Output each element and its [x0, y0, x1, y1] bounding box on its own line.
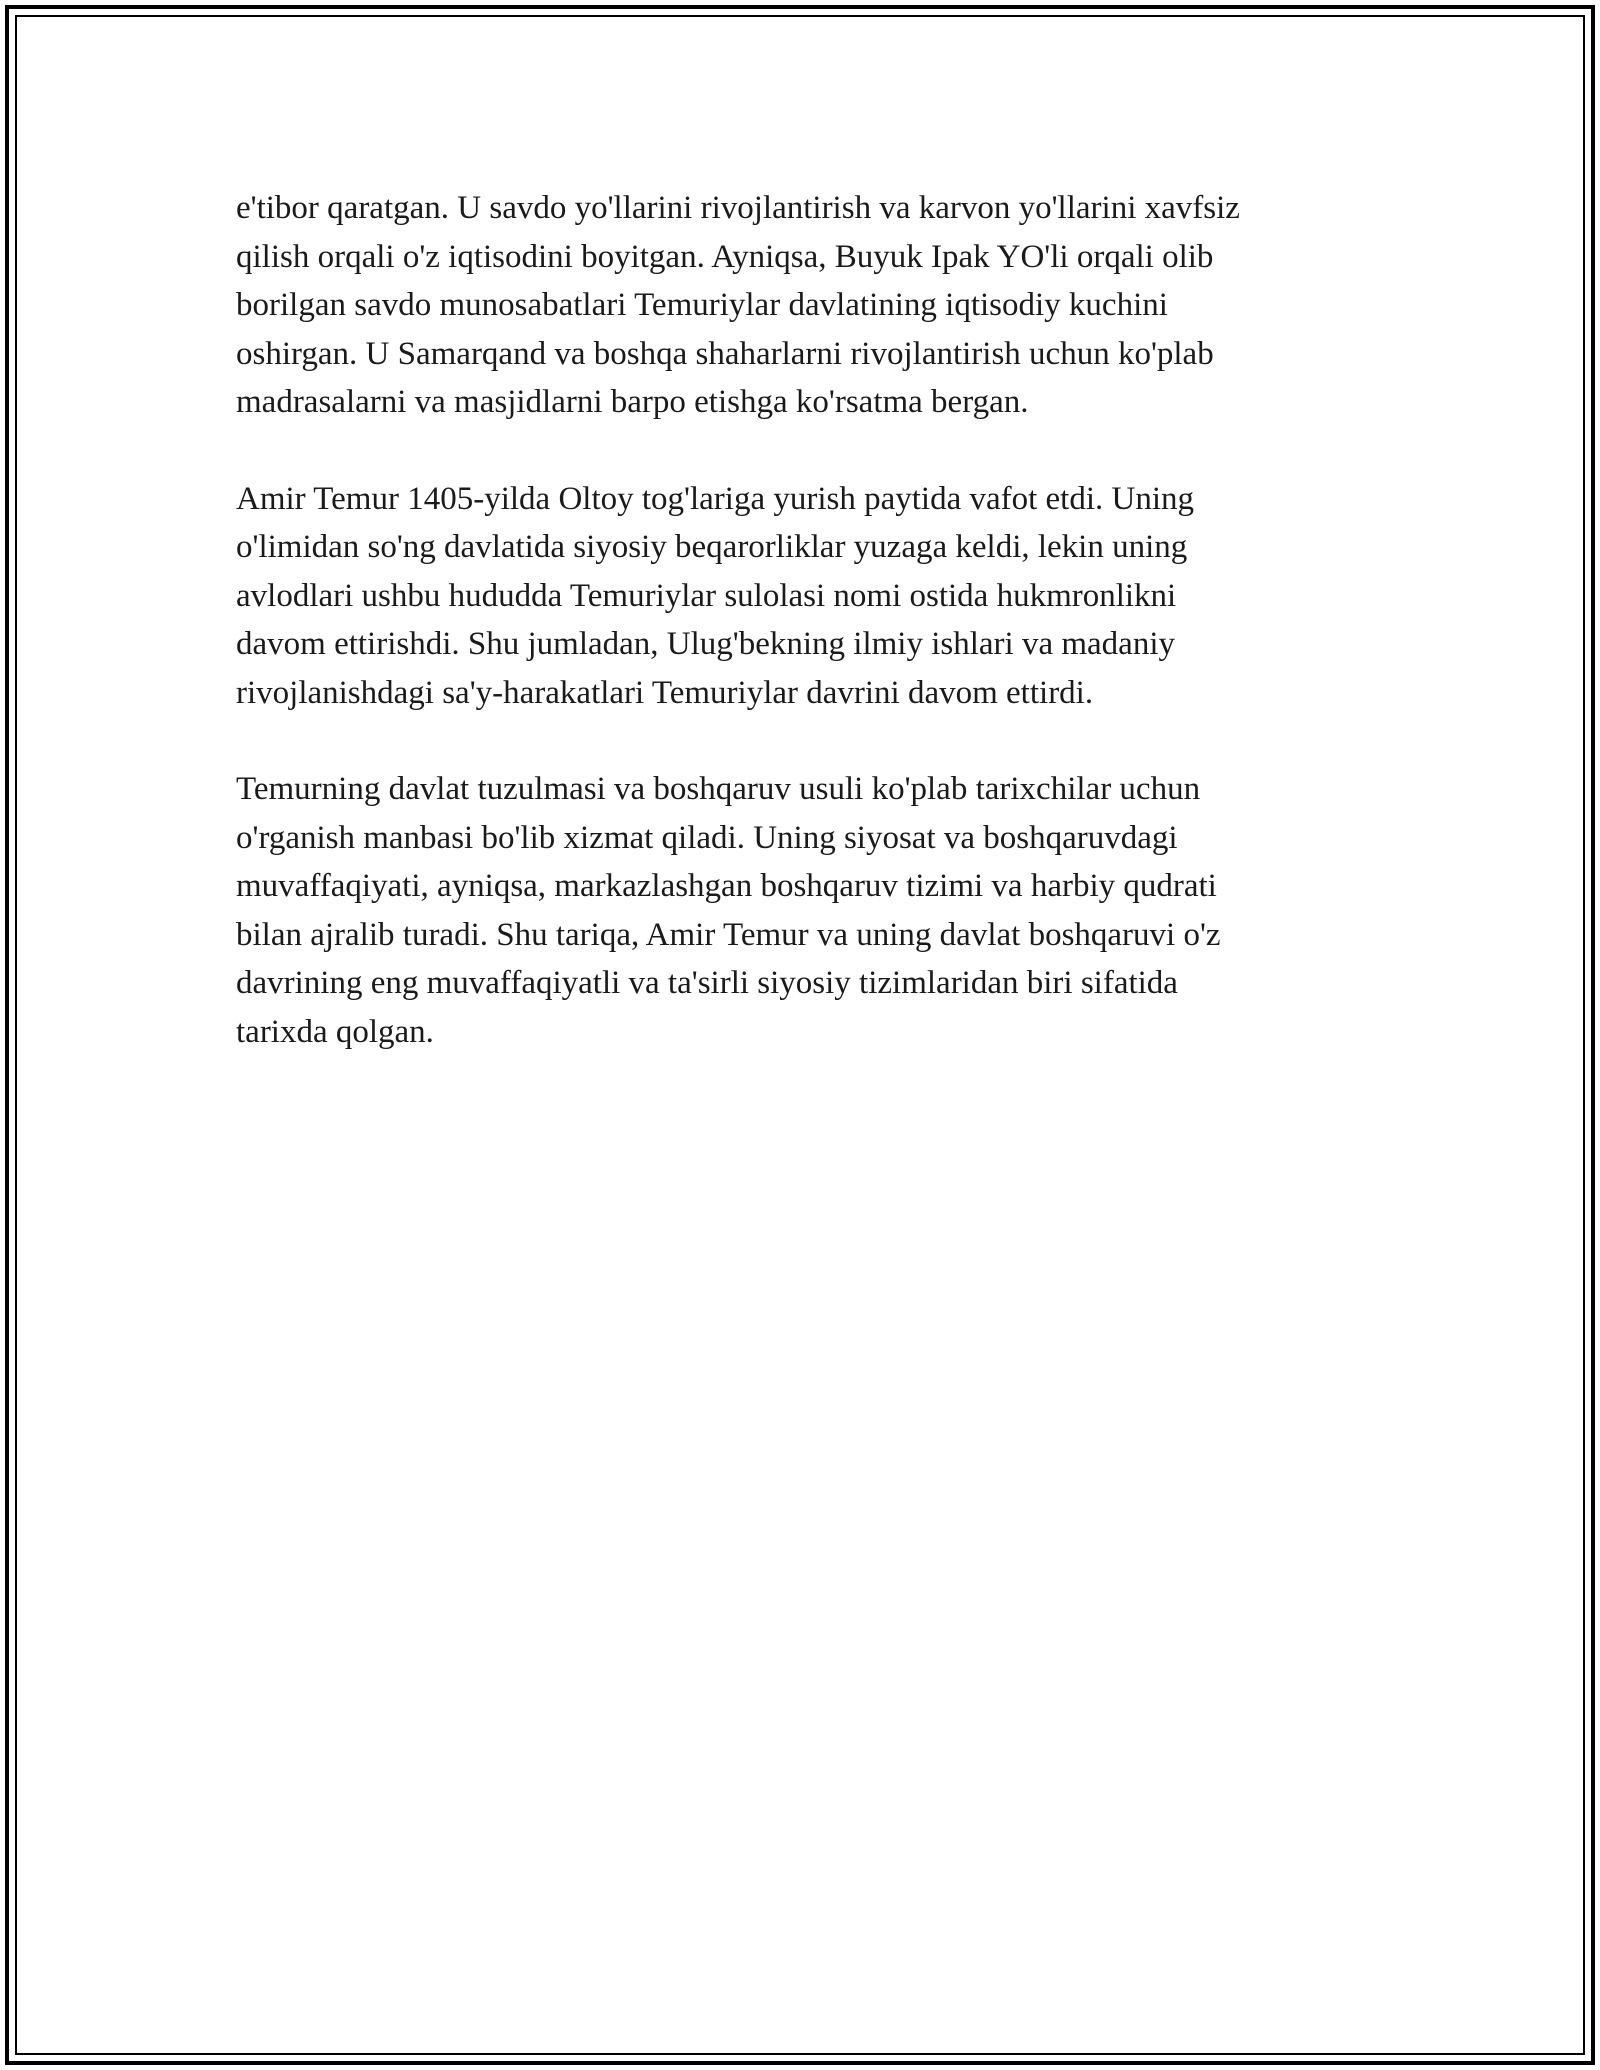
paragraph: Temurning davlat tuzulmasi va boshqaruv usuli ko'plab tarixchilar uchun o'rganish manbasi bo'lib xizmat qiladi. Uning siyosat va boshqaruvdagi muvaffaqiyati, ayniqsa, markazlashgan boshqaruv tizimi va harbiy qudrati bilan ajralib turadi. Shu tariqa, Amir Temur va uning davlat boshqaruvi o'z davrining eng muvaffaqiyatli va ta'sirli siyosiy tizimlaridan biri sifatida tarixda qolgan. — [236, 771, 1221, 1050]
document-body — [236, 184, 1376, 1104]
paragraph: Amir Temur 1405-yilda Oltoy tog'lariga yurish paytida vafot etdi. Uning o'limidan so'ng davlatida siyosiy beqarorliklar yuzaga keldi, lekin uning avlodlari ushbu hududda Temuriylar sulolasi nomi ostida hukmronlikni davom ettirishdi. Shu jumladan, Ulug'bekning ilmiy ishlari va madaniy rivojlanishdagi sa'y-harakatlari Temuriylar davrini davom ettirdi. — [236, 480, 1195, 711]
paragraph: e'tibor qaratgan. U savdo yo'llarini rivojlantirish va karvon yo'llarini xavfsiz qilish orqali o'z iqtisodini boyitgan. Ayniqsa, Buyuk Ipak YO'li orqali olib borilgan savdo munosabatlari Temuriylar davlatining iqtisodiy kuchini oshirgan. U Samarqand va boshqa shaharlarni rivojlantirish uchun ko'plab madrasalarni va masjidlarni barpo etishga ko'rsatma bergan. — [236, 190, 1240, 420]
